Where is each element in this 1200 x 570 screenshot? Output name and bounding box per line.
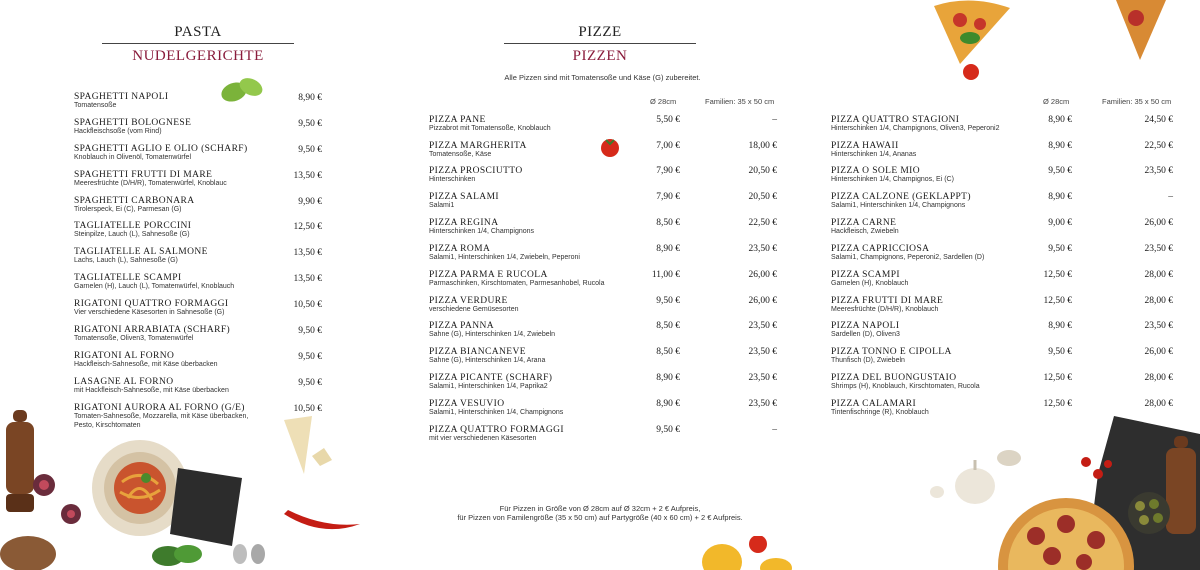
item-price-family: 22,50 €: [748, 218, 777, 228]
menu-item: TAGLIATELLE AL SALMONE Lachs, Lauch (L), Sahnesoße (G): [74, 247, 208, 264]
menu-item: LASAGNE AL FORNO mit Hackfleisch-Sahnesoße, mit Käse überbacken: [74, 377, 229, 394]
menu-item: RIGATONI ARRABIATA (SCHARF) Tomatensoße, Oliven3, Tomatenwürfel: [74, 325, 231, 342]
menu-item: SPAGHETTI NAPOLI Tomatensoße: [74, 92, 169, 109]
item-price: 11,00 €: [651, 270, 680, 280]
menu-item: PIZZA PANE Pizzabrot mit Tomatensoße, Knoblauch: [429, 115, 551, 132]
pizza-subtitle: PIZZEN: [572, 48, 628, 64]
menu-item: RIGATONI AURORA AL FORNO (G/E) Tomaten-Sahnesoße, Mozzarella, mit Käse überbacken, Pesto, Kirschtomaten: [74, 403, 249, 429]
item-price-family: –: [772, 425, 777, 435]
menu-item: RIGATONI QUATTRO FORMAGGI Vier verschiedene Käsesorten in Sahnesoße (G): [74, 299, 229, 316]
item-price: 13,50 €: [293, 274, 322, 284]
item-price: 9,50 €: [298, 326, 322, 336]
menu-item: PIZZA CALZONE (GEKLAPPT) Salami1, Hinterschinken 1/4, Champignons: [831, 192, 971, 209]
menu-item: PIZZA VESUVIO Salami1, Hinterschinken 1/4, Champignons: [429, 399, 564, 416]
menu-item: PIZZA MARGHERITA Tomatensoße, Käse: [429, 141, 527, 158]
item-price: 12,50 €: [1043, 296, 1072, 306]
tomato-icon: [598, 136, 622, 158]
menu-item: PIZZA PANNA Sahne (G), Hinterschinken 1/4, Zwiebeln: [429, 321, 556, 338]
item-price: 9,50 €: [1048, 244, 1072, 254]
item-price: 7,90 €: [656, 192, 680, 202]
item-price: 10,50 €: [293, 404, 322, 414]
col-header-small-right: Ø 28cm: [1043, 97, 1070, 106]
item-price: 8,90 €: [1048, 115, 1072, 125]
menu-item: PIZZA CAPRICCIOSA Salami1, Champignons, Peperoni2, Sardellen (D): [831, 244, 985, 261]
pasta-heading-block: [102, 24, 294, 65]
menu-item: PIZZA HAWAII Hinterschinken 1/4, Ananas: [831, 141, 917, 158]
item-price: 10,50 €: [293, 300, 322, 310]
item-price: 8,90 €: [656, 399, 680, 409]
fig-icon: [30, 472, 58, 498]
item-price-family: 23,50 €: [1144, 166, 1173, 176]
item-price: 13,50 €: [293, 248, 322, 258]
garlic-icon: [952, 456, 998, 506]
item-price: 7,00 €: [656, 141, 680, 151]
item-price: 8,50 €: [656, 218, 680, 228]
item-price: 8,90 €: [656, 373, 680, 383]
item-price-family: 24,50 €: [1144, 115, 1173, 125]
item-price: 5,50 €: [656, 115, 680, 125]
herbs-icon: [150, 536, 206, 570]
menu-item: PIZZA REGINA Hinterschinken 1/4, Champignons: [429, 218, 535, 235]
item-price: 9,50 €: [298, 352, 322, 362]
menu-item: TAGLIATELLE PORCCINI Steinpilze, Lauch (L), Sahnesoße (G): [74, 221, 192, 238]
item-price-family: 23,50 €: [1144, 321, 1173, 331]
garlic-clove-icon: [928, 484, 946, 500]
item-price: 8,50 €: [656, 321, 680, 331]
item-price: 13,50 €: [293, 171, 322, 181]
item-price: 9,50 €: [298, 378, 322, 388]
item-price-family: 26,00 €: [1144, 218, 1173, 228]
pasta-title: PASTA: [174, 24, 222, 40]
menu-item: PIZZA PARMA E RUCOLA Parmaschinken, Kirschtomaten, Parmesanhobel, Rucola: [429, 270, 605, 287]
item-price-family: 23,50 €: [748, 347, 777, 357]
menu-item: PIZZA SCAMPI Garnelen (H), Knoblauch: [831, 270, 909, 287]
menu-item: RIGATONI AL FORNO Hackfleisch-Sahnesoße, mit Käse überbacken: [74, 351, 218, 368]
item-price: 9,50 €: [298, 119, 322, 129]
item-price-family: 28,00 €: [1144, 296, 1173, 306]
item-price-family: 22,50 €: [1144, 141, 1173, 151]
item-price-family: –: [772, 115, 777, 125]
pizza-heading-block: [504, 24, 696, 65]
menu-item: PIZZA QUATTRO STAGIONI Hinterschinken 1/4, Champignons, Oliven3, Peperoni2: [831, 115, 1000, 132]
item-price: 12,50 €: [1043, 399, 1072, 409]
menu-item: PIZZA QUATTRO FORMAGGI mit vier verschiedenen Käsesorten: [429, 425, 564, 442]
item-price: 9,50 €: [298, 145, 322, 155]
pizza-footnote-1: Für Pizzen in Größe von Ø 28cm auf Ø 32cm + 2 € Aufpreis,: [499, 504, 701, 513]
item-price-family: 26,00 €: [1144, 347, 1173, 357]
item-price: 12,50 €: [293, 222, 322, 232]
item-price-family: 28,00 €: [1144, 270, 1173, 280]
menu-item: SPAGHETTI AGLIO E OLIO (SCHARF) Knoblauch in Olivenöl, Tomatenwürfel: [74, 144, 248, 161]
pasta-subtitle: NUDELGERICHTE: [132, 48, 264, 64]
pasta-divider: [102, 43, 294, 44]
menu-item: SPAGHETTI CARBONARA Tirolerspeck, Ei (C), Parmesan (G): [74, 196, 195, 213]
item-price-family: 28,00 €: [1144, 373, 1173, 383]
pizza-slice-icon: [930, 0, 1012, 66]
menu-item: PIZZA BIANCANEVE Sahne (G), Hinterschinken 1/4, Arana: [429, 347, 546, 364]
col-header-small-left: Ø 28cm: [650, 97, 677, 106]
item-price-family: –: [1168, 192, 1173, 202]
item-price: 9,90 €: [298, 197, 322, 207]
item-price: 8,90 €: [298, 93, 322, 103]
menu-item: PIZZA ROMA Salami1, Hinterschinken 1/4, Zwiebeln, Peperoni: [429, 244, 580, 261]
menu-item: PIZZA CARNE Hackfleisch, Zwiebeln: [831, 218, 899, 235]
spoon-icon: [230, 536, 270, 570]
menu-item: PIZZA FRUTTI DI MARE Meeresfrüchte (D/H/R), Knoblauch: [831, 296, 944, 313]
menu-item: PIZZA SALAMI Salami1: [429, 192, 499, 209]
item-price-family: 20,50 €: [748, 166, 777, 176]
item-price: 9,50 €: [1048, 347, 1072, 357]
item-price: 8,50 €: [656, 347, 680, 357]
col-header-family-right: Familien: 35 x 50 cm: [1102, 97, 1172, 106]
tomato-icon: [960, 62, 982, 82]
item-price: 9,50 €: [656, 425, 680, 435]
mushroom-icon: [996, 448, 1022, 470]
item-price: 8,90 €: [656, 244, 680, 254]
pizza-divider: [504, 43, 696, 44]
item-price-family: 23,50 €: [748, 373, 777, 383]
menu-item: SPAGHETTI BOLOGNESE Hackfleischsoße (vom Rind): [74, 118, 192, 135]
item-price-family: 26,00 €: [748, 270, 777, 280]
bread-icon: [0, 526, 66, 570]
pizza-icon: [996, 496, 1136, 570]
item-price: 9,00 €: [1048, 218, 1072, 228]
pizza-intro-note: Alle Pizzen sind mit Tomatensoße und Käse (G) zubereitet.: [504, 73, 701, 82]
item-price: 12,50 €: [1043, 373, 1072, 383]
tomato-half-icon: [700, 536, 796, 570]
menu-item: SPAGHETTI FRUTTI DI MARE Meeresfrüchte (D/H/R), Tomatenwürfel, Knoblauc: [74, 170, 227, 187]
item-price-family: 23,50 €: [748, 399, 777, 409]
cheese-crumb-icon: [310, 446, 334, 468]
menu-item: PIZZA TONNO E CIPOLLA Thunfisch (D), Zwiebeln: [831, 347, 952, 364]
menu-item: PIZZA CALAMARI Tintenfischringe (R), Knoblauch: [831, 399, 929, 416]
menu-item: PIZZA PROSCIUTTO Hinterschinken: [429, 166, 523, 183]
basil-icon: [218, 74, 268, 106]
item-price-family: 18,00 €: [748, 141, 777, 151]
pizza-slice-icon: [1112, 0, 1168, 62]
cherry-tomatoes-icon: [1076, 452, 1116, 486]
pizza-title: PIZZE: [578, 24, 622, 40]
item-price-family: 23,50 €: [748, 321, 777, 331]
item-price-family: 26,00 €: [748, 296, 777, 306]
chili-icon: [282, 508, 362, 538]
item-price: 8,90 €: [1048, 141, 1072, 151]
item-price-family: 23,50 €: [748, 244, 777, 254]
fig-icon: [58, 502, 84, 526]
menu-item: PIZZA VERDURE verschiedene Gemüsesorten: [429, 296, 519, 313]
item-price: 7,90 €: [656, 166, 680, 176]
item-price: 8,90 €: [1048, 192, 1072, 202]
item-price-family: 20,50 €: [748, 192, 777, 202]
col-header-family-left: Familien: 35 x 50 cm: [705, 97, 775, 106]
item-price: 12,50 €: [1043, 270, 1072, 280]
pepper-mill-icon: [0, 410, 40, 514]
item-price-family: 28,00 €: [1144, 399, 1173, 409]
menu-item: PIZZA DEL BUONGUSTAIO Shrimps (H), Knoblauch, Kirschtomaten, Rucola: [831, 373, 980, 390]
item-price: 9,50 €: [656, 296, 680, 306]
menu-item: PIZZA O SOLE MIO Hinterschinken 1/4, Champignos, Ei (C): [831, 166, 954, 183]
menu-item: PIZZA NAPOLI Sardellen (D), Oliven3: [831, 321, 900, 338]
item-price: 9,50 €: [1048, 166, 1072, 176]
pizza-footnote-2: für Pizzen von Familengröße (35 x 50 cm) auf Partygröße (40 x 60 cm) + 2 € Aufpreis.: [457, 513, 743, 522]
item-price: 8,90 €: [1048, 321, 1072, 331]
menu-item: TAGLIATELLE SCAMPI Garnelen (H), Lauch (L), Tomatenwürfel, Knoblauch: [74, 273, 235, 290]
item-price-family: 23,50 €: [1144, 244, 1173, 254]
menu-item: PIZZA PICANTE (SCHARF) Salami1, Hinterschinken 1/4, Paprika2: [429, 373, 553, 390]
